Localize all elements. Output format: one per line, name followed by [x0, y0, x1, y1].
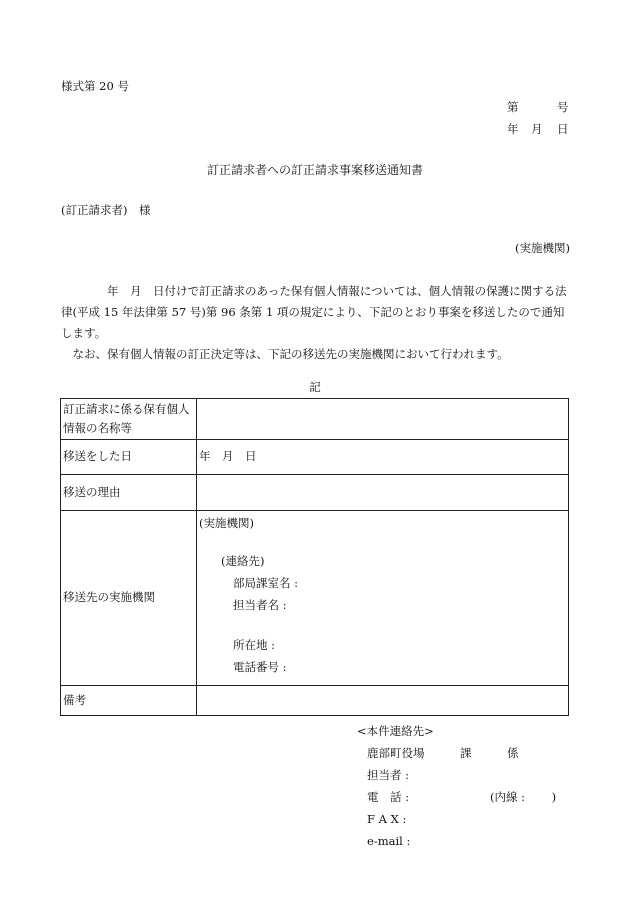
- person-field: 担当者名 :: [233, 598, 287, 612]
- footer-ext: (内線 : ): [490, 790, 557, 804]
- body-text: [61, 281, 571, 365]
- footer-fax: F A X :: [367, 812, 407, 826]
- document-title: 訂正請求者への訂正請求事案移送通知書: [206, 163, 423, 177]
- phone-field: 電話番号 :: [233, 660, 287, 674]
- doc-no-suffix: 号: [557, 100, 569, 114]
- remarks-label: 備考: [61, 686, 197, 716]
- sender-agency: (実施機関): [515, 241, 570, 255]
- transfer-date-label: 移送をした日: [61, 440, 197, 475]
- transfer-reason-label: 移送の理由: [61, 475, 197, 511]
- footer-person: 担当者 :: [367, 768, 410, 782]
- transfer-date-value: 年 月 日: [197, 440, 569, 475]
- table-row: [61, 686, 569, 716]
- destination-agency-value: [197, 511, 569, 686]
- date-day: 日: [557, 122, 569, 136]
- info-name-label: 訂正請求に係る保有個人情報の名称等: [61, 399, 197, 440]
- recipient: (訂正請求者) 様: [61, 203, 151, 217]
- table-row: [61, 399, 569, 440]
- destination-agency-label: 移送先の実施機関: [61, 511, 197, 686]
- footer-email: e-mail :: [367, 834, 411, 848]
- footer-section: 課: [460, 746, 472, 760]
- table-row: [61, 440, 569, 475]
- doc-no-prefix: 第: [507, 100, 519, 114]
- info-name-value: [197, 399, 569, 440]
- department-field: 部局課室名 :: [233, 576, 299, 590]
- destination-agency: (実施機関): [199, 516, 254, 530]
- remarks-value: [197, 686, 569, 716]
- footer-unit: 係: [507, 746, 519, 760]
- body-paragraph-2: なお、保有個人情報の訂正決定等は、下記の移送先の実施機関において行われます。: [61, 347, 509, 361]
- footer-office: 鹿部町役場: [367, 746, 425, 760]
- footer-heading: <本件連絡先>: [357, 724, 434, 738]
- address-field: 所在地 :: [233, 638, 276, 652]
- table-row: [61, 511, 569, 686]
- date-month: 月: [531, 122, 543, 136]
- ki-marker: 記: [309, 380, 321, 394]
- footer-tel: 電 話 :: [367, 790, 410, 804]
- body-paragraph-1: 年 月 日付けで訂正請求のあった保有個人情報については、個人情報の保護に関する法律(平成 15 年法律第 57 号)第 96 条第 1 項の規定により、下記のとおり事案を移送したので通知します。: [61, 284, 567, 340]
- transfer-reason-value: [197, 475, 569, 511]
- contact-footer: [357, 720, 577, 852]
- contact-heading: (連絡先): [221, 554, 265, 568]
- form-number: 様式第 20 号: [61, 79, 129, 93]
- notice-table: [60, 398, 569, 716]
- table-row: [61, 475, 569, 511]
- date-year: 年: [507, 122, 519, 136]
